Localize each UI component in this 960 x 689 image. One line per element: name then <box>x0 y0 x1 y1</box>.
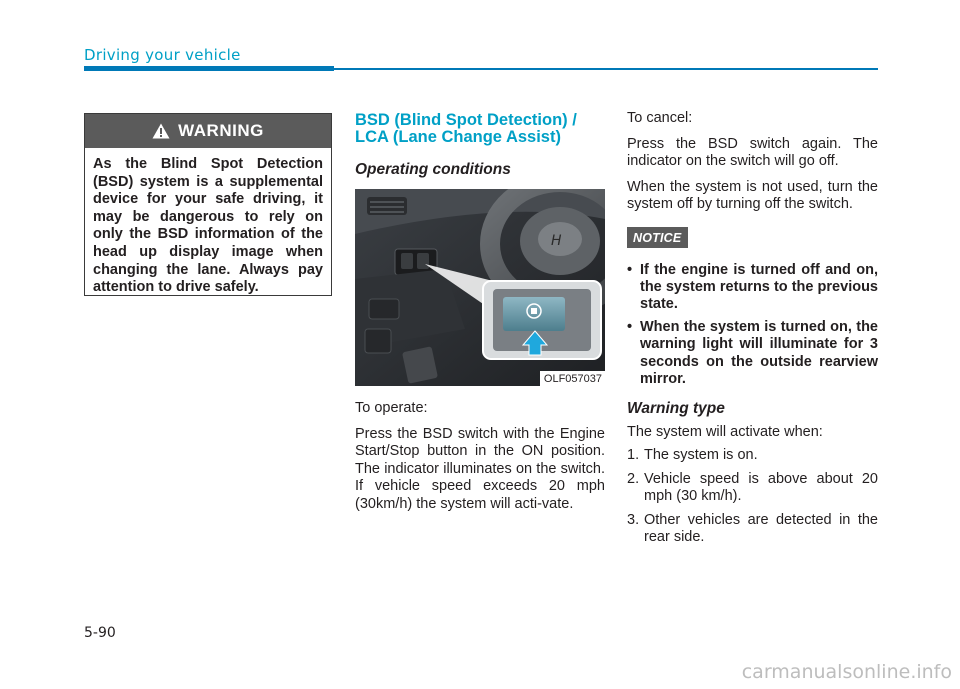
notice-list <box>627 262 878 388</box>
warning-text: As the Blind Spot Detection (BSD) system is a supplemental device for your safe driving, it may be dangerous to rely on only the BSD information of the head up display image when changing the lane. Always pay attention to drive safely. <box>93 156 323 296</box>
cancel-note: When the system is not used, turn the system off by turning off the switch. <box>627 178 878 212</box>
warning-label: WARNING <box>178 121 264 140</box>
list-item: 1. The system is on. <box>627 447 758 464</box>
warning-triangle-icon <box>152 123 170 139</box>
warning-header <box>85 114 331 148</box>
subhead-operating-conditions: Operating conditions <box>355 161 511 178</box>
list-item: 2. Vehicle speed is above about 20 mph (30 km/h). <box>627 470 878 505</box>
figure-code: OLF057037 <box>540 371 605 386</box>
svg-text:H: H <box>551 233 562 249</box>
condition-list <box>627 447 878 547</box>
warning-box <box>84 113 332 296</box>
warning-type-intro: The system will activate when: <box>627 423 823 440</box>
subhead-warning-type: Warning type <box>627 399 725 417</box>
dashboard-illustration <box>355 189 605 386</box>
notice-item: • If the engine is turned off and on, the system returns to the previous state. <box>627 262 878 314</box>
watermark: carmanualsonline.info <box>741 661 952 683</box>
page-number: 5-90 <box>84 625 116 641</box>
operate-label: To operate: <box>355 400 428 416</box>
header-rule-thick <box>84 66 334 71</box>
notice-item: • When the system is turned on, the warning light will illuminate for 3 seconds on the outside rearview mirror. <box>627 319 878 388</box>
section-title: BSD (Blind Spot Detection) / LCA (Lane Change Assist) <box>355 111 577 146</box>
header-rule-thin <box>334 68 878 70</box>
column-middle <box>355 112 605 513</box>
cancel-text: Press the BSD switch again. The indicator on the switch will go off. <box>627 135 878 169</box>
notice-label: NOTICE <box>627 227 688 248</box>
list-item: 3. Other vehicles are detected in the rear side. <box>627 511 878 546</box>
cancel-label: To cancel: <box>627 110 693 126</box>
bsd-switch-figure <box>355 189 605 386</box>
operate-text: Press the BSD switch with the Engine Start/Stop button in the ON position. The indicator illuminates on the switch. If vehicle speed exceeds 20 mph (30km/h) the system will acti-vate. <box>355 425 605 512</box>
column-right <box>627 110 878 547</box>
header-title: Driving your vehicle <box>84 46 241 64</box>
